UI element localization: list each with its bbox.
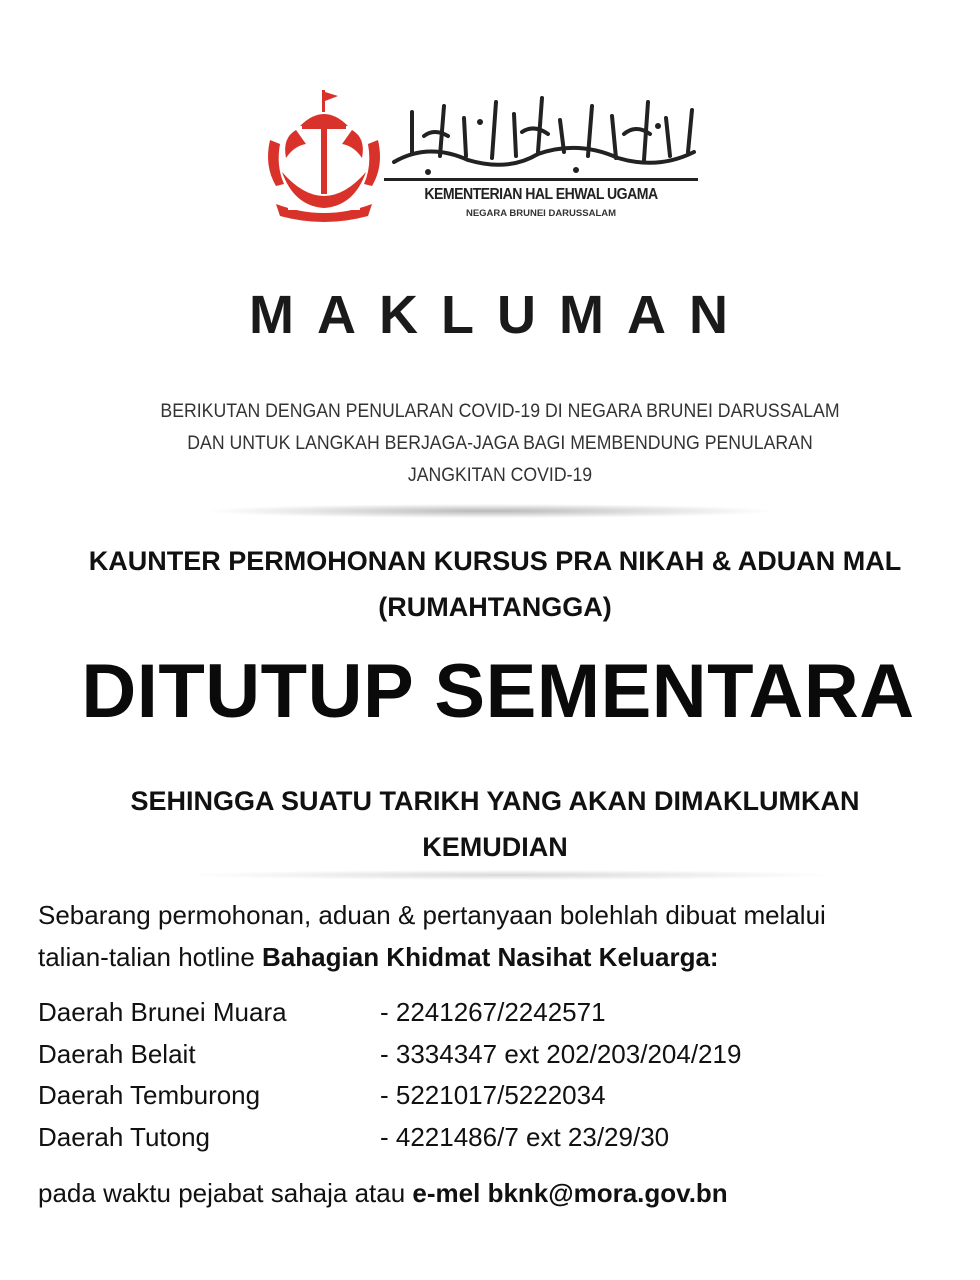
- district-name: Daerah Brunei Muara: [38, 997, 287, 1027]
- letterhead-divider: [384, 178, 698, 181]
- hotline-number: - 5221017/5222034: [380, 1080, 606, 1110]
- info-line-1: Sebarang permohonan, aduan & pertanyaan bolehlah dibuat melalui: [38, 900, 826, 930]
- shadow-divider-2: [190, 870, 830, 880]
- contact-info-text: [38, 894, 958, 978]
- hotline-number: - 4221486/7 ext 23/29/30: [380, 1121, 670, 1152]
- footer-prefix: pada waktu pejabat sahaja atau: [38, 1178, 413, 1208]
- intro-line-3: JANGKITAN COVID-19: [407, 465, 593, 486]
- counter-line-1: KAUNTER PERMOHONAN KURSUS PRA NIKAH & ADUAN MAL: [88, 546, 902, 576]
- intro-line-2: DAN UNTUK LANGKAH BERJAGA-JAGA BAGI MEMBENDUNG PENULARAN: [187, 433, 813, 454]
- info-line-2: [38, 936, 958, 978]
- department-name: Bahagian Khidmat Nasihat Keluarga:: [262, 942, 719, 972]
- list-item: [38, 1034, 958, 1076]
- email-link[interactable]: bknk@mora.gov.bn: [487, 1178, 728, 1208]
- until-line-1: SEHINGGA SUATU TARIKH YANG AKAN DIMAKLUMKAN: [130, 786, 860, 816]
- notice-title: MAKLUMAN: [249, 285, 751, 345]
- ministry-name: KEMENTERIAN HAL EHWAL UGAMA: [424, 186, 658, 203]
- ministry-country: NEGARA BRUNEI DARUSSALAM: [465, 208, 617, 219]
- district-name: Daerah Temburong: [38, 1080, 261, 1110]
- brunei-crest-logo: [262, 88, 386, 228]
- list-item: [38, 992, 958, 1034]
- footer-text: [38, 1172, 958, 1214]
- list-item: [38, 1075, 958, 1117]
- info-line-2-prefix: talian-talian hotline: [38, 942, 263, 972]
- counter-heading: [30, 538, 960, 630]
- until-notice: [40, 778, 950, 870]
- letterhead: [0, 0, 980, 240]
- ministry-jawi-calligraphy: [388, 92, 700, 178]
- until-line-2: KEMUDIAN: [422, 832, 568, 862]
- hotline-number: - 3334347 ext 202/203/204/219: [380, 1038, 742, 1069]
- intro-line-1: BERIKUTAN DENGAN PENULARAN COVID-19 DI NEGARA BRUNEI DARUSSALAM: [160, 401, 840, 422]
- shadow-divider: [210, 504, 770, 518]
- hotline-list: [38, 992, 958, 1158]
- district-name: Daerah Tutong: [38, 1121, 211, 1152]
- list-item: [38, 1117, 958, 1159]
- email-label: e-mel: [412, 1178, 481, 1208]
- intro-text: [109, 396, 890, 492]
- closed-status-heading: DITUTUP SEMENTARA: [81, 649, 915, 734]
- counter-line-2: (RUMAHTANGGA): [378, 592, 612, 622]
- hotline-number: - 2241267/2242571: [380, 997, 606, 1027]
- district-name: Daerah Belait: [38, 1038, 196, 1069]
